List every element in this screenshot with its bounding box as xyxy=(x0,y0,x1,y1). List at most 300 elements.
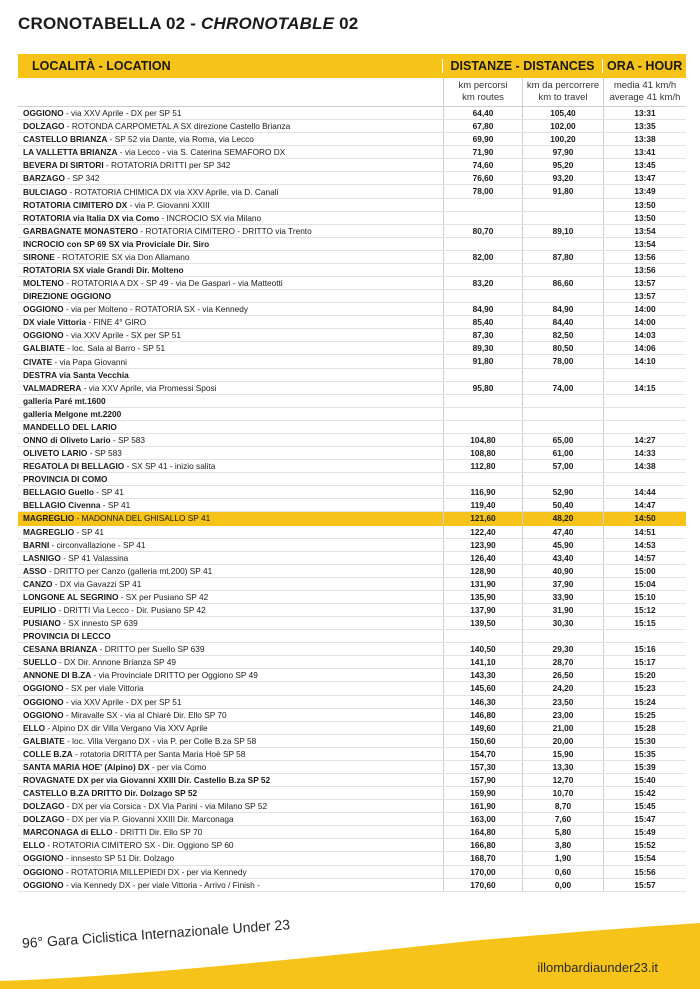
time-cell xyxy=(603,421,686,433)
km-done-cell: 89,30 xyxy=(443,342,522,354)
location-cell: BULCIAGO - ROTATORIA CHIMICA DX via XXV Aprile, via D. Canali xyxy=(23,186,279,197)
km-done-cell: 157,90 xyxy=(443,774,522,786)
km-done-cell: 141,10 xyxy=(443,656,522,668)
km-done-cell: 108,80 xyxy=(443,447,522,459)
km-left-cell: 93,20 xyxy=(522,172,603,184)
km-left-cell: 91,80 xyxy=(522,185,603,197)
km-left-cell: 43,40 xyxy=(522,552,603,564)
location-cell: COLLE B.ZA - rotatoria DRITTA per Santa Maria Hoè SP 58 xyxy=(23,748,246,759)
km-done-cell: 91,80 xyxy=(443,355,522,367)
table-row xyxy=(18,643,686,656)
time-cell: 14:44 xyxy=(603,486,686,498)
location-cell: ROTATORIA CIMITERO DX - via P. Giovanni XXIII xyxy=(23,199,210,210)
km-done-cell: 170,00 xyxy=(443,866,522,878)
km-left-cell: 61,00 xyxy=(522,447,603,459)
km-left-cell: 84,90 xyxy=(522,303,603,315)
km-done-cell: 95,80 xyxy=(443,382,522,394)
km-done-cell: 82,00 xyxy=(443,251,522,263)
km-done-cell: 170,60 xyxy=(443,879,522,891)
table-row xyxy=(18,774,686,787)
table-row xyxy=(18,329,686,342)
km-done-cell: 112,80 xyxy=(443,460,522,472)
location-cell: LONGONE AL SEGRINO - SX per Pusiano SP 42 xyxy=(23,591,209,602)
location-cell: GALBIATE - loc. Sala al Barro - SP 51 xyxy=(23,343,166,354)
km-done-cell xyxy=(443,212,522,224)
time-cell: 15:10 xyxy=(603,591,686,603)
time-cell: 15:54 xyxy=(603,852,686,864)
table-row xyxy=(18,395,686,408)
location-cell: CASTELLO BRIANZA - SP 52 via Dante, via Roma, via Lecco xyxy=(23,134,254,145)
location-cell: ASSO - DRITTO per Canzo (galleria mt.200) SP 41 xyxy=(23,565,213,576)
location-cell: DOLZAGO - DX per via Corsica - DX Via Parini - via Milano SP 52 xyxy=(23,801,268,812)
km-done-cell: 143,30 xyxy=(443,669,522,681)
km-done-cell: 121,60 xyxy=(443,512,522,524)
km-left-cell: 1,90 xyxy=(522,852,603,864)
time-cell: 15:04 xyxy=(603,578,686,590)
table-row xyxy=(18,342,686,355)
km-left-cell: 21,00 xyxy=(522,722,603,734)
location-cell: CESANA BRIANZA - DRITTO per Suello SP 639 xyxy=(23,644,205,655)
location-cell: OGGIONO - via XXV Aprile - DX per SP 51 xyxy=(23,696,182,707)
time-cell: 15:20 xyxy=(603,669,686,681)
subheader-average: media 41 km/h average 41 km/h xyxy=(603,78,686,106)
km-done-cell: 123,90 xyxy=(443,539,522,551)
km-left-cell: 8,70 xyxy=(522,800,603,812)
table-row xyxy=(18,656,686,669)
location-cell: OGGIONO - innsesto SP 51 Dir. Dolzago xyxy=(23,853,175,864)
time-cell: 15:30 xyxy=(603,735,686,747)
chronotable xyxy=(18,54,686,892)
title-italic: CHRONOTABLE xyxy=(201,14,335,33)
km-left-cell: 23,00 xyxy=(522,709,603,721)
km-done-cell xyxy=(443,238,522,250)
footer-event-name: 96° Gara Ciclistica Internazionale Under 23 xyxy=(21,916,291,951)
location-cell: OGGIONO - via Kennedy DX - per viale Vittoria - Arrivo / Finish - xyxy=(23,879,260,890)
time-cell: 15:12 xyxy=(603,604,686,616)
table-row xyxy=(18,813,686,826)
table-row xyxy=(18,185,686,198)
km-left-cell: 13,30 xyxy=(522,761,603,773)
km-left-cell xyxy=(522,238,603,250)
time-cell: 15:17 xyxy=(603,656,686,668)
time-cell xyxy=(603,369,686,381)
km-left-cell: 31,90 xyxy=(522,604,603,616)
table-row xyxy=(18,787,686,800)
table-row xyxy=(18,316,686,329)
table-row xyxy=(18,578,686,591)
time-cell: 13:57 xyxy=(603,290,686,302)
km-left-cell xyxy=(522,408,603,420)
table-row xyxy=(18,172,686,185)
location-cell: OGGIONO - SX per viale Vittoria xyxy=(23,683,144,694)
table-row xyxy=(18,669,686,682)
location-cell: BELLAGIO Guello - SP 41 xyxy=(23,487,124,498)
km-left-cell: 57,00 xyxy=(522,460,603,472)
time-cell: 15:00 xyxy=(603,565,686,577)
km-left-cell: 12,70 xyxy=(522,774,603,786)
km-left-cell xyxy=(522,264,603,276)
location-cell: DX viale Vittoria - FINE 4° GIRO xyxy=(23,317,147,328)
location-cell: LASNIGO - SP 41 Valassina xyxy=(23,552,129,563)
time-cell: 15:24 xyxy=(603,696,686,708)
km-left-cell: 80,50 xyxy=(522,342,603,354)
km-done-cell: 168,70 xyxy=(443,852,522,864)
location-cell: OGGIONO - Miravalle SX - via al Chiarè Dir. Ello SP 70 xyxy=(23,709,227,720)
table-row xyxy=(18,382,686,395)
table-row xyxy=(18,852,686,865)
km-left-cell: 87,80 xyxy=(522,251,603,263)
table-row xyxy=(18,735,686,748)
table-row xyxy=(18,866,686,879)
km-done-cell xyxy=(443,473,522,485)
location-cell: OGGIONO - via XXV Aprile - SX per SP 51 xyxy=(23,330,182,341)
km-done-cell: 140,50 xyxy=(443,643,522,655)
time-cell: 14:57 xyxy=(603,552,686,564)
km-done-cell xyxy=(443,421,522,433)
table-body xyxy=(18,107,686,892)
location-cell: INCROCIO con SP 69 SX via Proviciale Dir. Siro xyxy=(23,238,210,249)
time-cell: 15:39 xyxy=(603,761,686,773)
table-row xyxy=(18,290,686,303)
time-cell: 13:35 xyxy=(603,120,686,132)
km-left-cell: 30,30 xyxy=(522,617,603,629)
km-done-cell: 131,90 xyxy=(443,578,522,590)
km-left-cell: 89,10 xyxy=(522,225,603,237)
time-cell: 15:28 xyxy=(603,722,686,734)
table-row xyxy=(18,800,686,813)
table-row xyxy=(18,512,686,525)
time-cell xyxy=(603,630,686,642)
table-row xyxy=(18,748,686,761)
km-left-cell xyxy=(522,212,603,224)
location-cell: OGGIONO - via per Molteno - ROTATORIA SX - via Kennedy xyxy=(23,304,249,315)
time-cell: 13:41 xyxy=(603,146,686,158)
table-row xyxy=(18,107,686,120)
km-left-cell: 74,00 xyxy=(522,382,603,394)
location-cell: ONNO di Oliveto Lario - SP 583 xyxy=(23,434,146,445)
km-done-cell: 76,60 xyxy=(443,172,522,184)
time-cell: 14:50 xyxy=(603,512,686,524)
table-row xyxy=(18,539,686,552)
table-row xyxy=(18,879,686,892)
time-cell: 14:38 xyxy=(603,460,686,472)
table-row xyxy=(18,434,686,447)
table-row xyxy=(18,120,686,133)
km-left-cell xyxy=(522,421,603,433)
location-cell: PUSIANO - SX innesto SP 639 xyxy=(23,618,138,629)
location-cell: ELLO - ROTATORIA CIMITERO SX - Dir. Oggiono SP 60 xyxy=(23,840,234,851)
table-row xyxy=(18,682,686,695)
location-cell: ROTATORIA via Italia DX via Como - INCROCIO SX via Milano xyxy=(23,212,262,223)
page-title xyxy=(18,14,358,34)
km-left-cell: 100,20 xyxy=(522,133,603,145)
km-left-cell: 15,90 xyxy=(522,748,603,760)
km-left-cell: 7,60 xyxy=(522,813,603,825)
km-left-cell: 45,90 xyxy=(522,539,603,551)
location-cell: MAGREGLIO - SP 41 xyxy=(23,526,104,537)
time-cell: 15:42 xyxy=(603,787,686,799)
subheader-km-left: km da percorrere km to travel xyxy=(522,78,603,106)
km-done-cell: 87,30 xyxy=(443,329,522,341)
table-row xyxy=(18,133,686,146)
location-cell: CANZO - DX via Gavazzi SP 41 xyxy=(23,578,142,589)
location-cell: ROTATORIA SX viale Grandi Dir. Molteno xyxy=(23,264,184,275)
table-row xyxy=(18,277,686,290)
time-cell: 14:00 xyxy=(603,316,686,328)
location-cell: VALMADRERA - via XXV Aprile, via Promessi Sposi xyxy=(23,382,217,393)
table-row xyxy=(18,408,686,421)
km-left-cell: 47,40 xyxy=(522,526,603,538)
time-cell: 14:15 xyxy=(603,382,686,394)
table-row xyxy=(18,761,686,774)
time-cell: 13:31 xyxy=(603,107,686,119)
time-cell: 13:57 xyxy=(603,277,686,289)
time-cell: 15:57 xyxy=(603,879,686,891)
table-row xyxy=(18,696,686,709)
km-done-cell: 64,40 xyxy=(443,107,522,119)
table-row xyxy=(18,460,686,473)
location-cell: REGATOLA DI BELLAGIO - SX SP 41 - inizio salita xyxy=(23,461,216,472)
time-cell: 14:00 xyxy=(603,303,686,315)
km-left-cell: 78,00 xyxy=(522,355,603,367)
location-cell: GARBAGNATE MONASTERO - ROTATORIA CIMITERO - DRITTO via Trento xyxy=(23,225,312,236)
km-left-cell: 33,90 xyxy=(522,591,603,603)
time-cell: 14:27 xyxy=(603,434,686,446)
title-main: CRONOTABELLA 02 - xyxy=(18,14,202,33)
km-done-cell xyxy=(443,408,522,420)
time-cell xyxy=(603,473,686,485)
location-cell: galleria Paré mt.1600 xyxy=(23,395,106,406)
km-done-cell: 146,30 xyxy=(443,696,522,708)
location-cell: BARZAGO - SP 342 xyxy=(23,173,100,184)
location-cell: DOLZAGO - ROTONDA CARPOMETAL A SX direzione Castello Brianza xyxy=(23,121,291,132)
km-done-cell: 145,60 xyxy=(443,682,522,694)
time-cell: 15:45 xyxy=(603,800,686,812)
time-cell: 13:54 xyxy=(603,225,686,237)
time-cell: 15:56 xyxy=(603,866,686,878)
km-done-cell: 163,00 xyxy=(443,813,522,825)
table-row xyxy=(18,447,686,460)
km-done-cell: 149,60 xyxy=(443,722,522,734)
km-left-cell: 20,00 xyxy=(522,735,603,747)
km-done-cell: 83,20 xyxy=(443,277,522,289)
location-cell: BEVERA DI SIRTORI - ROTATORIA DRITTI per SP 342 xyxy=(23,160,231,171)
table-row xyxy=(18,251,686,264)
table-row xyxy=(18,617,686,630)
km-done-cell: 67,80 xyxy=(443,120,522,132)
table-row xyxy=(18,473,686,486)
km-left-cell: 24,20 xyxy=(522,682,603,694)
km-left-cell: 0,00 xyxy=(522,879,603,891)
km-done-cell xyxy=(443,199,522,211)
time-cell: 15:35 xyxy=(603,748,686,760)
location-cell: MARCONAGA di ELLO - DRITTI Dir. Ello SP 70 xyxy=(23,827,203,838)
table-row xyxy=(18,355,686,368)
subheader-km-done: km percorsi km routes xyxy=(443,78,522,106)
location-cell: MAGREGLIO - MADONNA DEL GHISALLO SP 41 xyxy=(23,513,211,524)
time-cell: 13:47 xyxy=(603,172,686,184)
km-left-cell xyxy=(522,369,603,381)
km-done-cell: 85,40 xyxy=(443,316,522,328)
km-done-cell: 104,80 xyxy=(443,434,522,446)
km-left-cell: 82,50 xyxy=(522,329,603,341)
title-number: 02 xyxy=(334,14,359,33)
km-left-cell xyxy=(522,290,603,302)
location-cell: GALBIATE - loc. Villa Vergano DX - via P. per Colle B.za SP 58 xyxy=(23,735,257,746)
location-cell: PROVINCIA DI LECCO xyxy=(23,631,111,642)
km-left-cell: 105,40 xyxy=(522,107,603,119)
km-done-cell: 71,90 xyxy=(443,146,522,158)
km-left-cell: 5,80 xyxy=(522,826,603,838)
time-cell: 15:40 xyxy=(603,774,686,786)
location-cell: SIRONE - ROTATORIE SX via Don Allamano xyxy=(23,251,190,262)
km-done-cell: 126,40 xyxy=(443,552,522,564)
km-left-cell: 26,50 xyxy=(522,669,603,681)
km-done-cell: 119,40 xyxy=(443,499,522,511)
km-left-cell: 97,90 xyxy=(522,146,603,158)
km-left-cell xyxy=(522,395,603,407)
time-cell xyxy=(603,395,686,407)
km-done-cell xyxy=(443,395,522,407)
km-done-cell: 139,50 xyxy=(443,617,522,629)
table-subheader xyxy=(18,78,686,107)
time-cell: 13:38 xyxy=(603,133,686,145)
footer-website[interactable]: illombardiaunder23.it xyxy=(537,960,658,975)
table-row xyxy=(18,238,686,251)
location-cell: MANDELLO DEL LARIO xyxy=(23,421,117,432)
km-done-cell xyxy=(443,369,522,381)
time-cell: 15:47 xyxy=(603,813,686,825)
km-left-cell xyxy=(522,630,603,642)
time-cell: 15:16 xyxy=(603,643,686,655)
header-location: LOCALITÀ - LOCATION xyxy=(32,59,171,73)
time-cell: 15:25 xyxy=(603,709,686,721)
table-row xyxy=(18,264,686,277)
table-row xyxy=(18,499,686,512)
table-row xyxy=(18,839,686,852)
location-cell: OGGIONO - ROTATORIA MILLEPIEDI DX - per via Kennedy xyxy=(23,866,247,877)
table-row xyxy=(18,159,686,172)
header-distances: DISTANZE - DISTANCES xyxy=(442,59,603,73)
location-cell: DESTRA via Santa Vecchia xyxy=(23,369,129,380)
location-cell: EUPILIO - DRITTI Via Lecco - Dir. Pusiano SP 42 xyxy=(23,605,206,615)
table-row xyxy=(18,146,686,159)
time-cell: 14:06 xyxy=(603,342,686,354)
table-row xyxy=(18,722,686,735)
location-cell: ROVAGNATE DX per via Giovanni XXIII Dir. Castello B.za SP 52 xyxy=(23,775,271,786)
time-cell: 13:45 xyxy=(603,159,686,171)
location-cell: PROVINCIA DI COMO xyxy=(23,474,108,485)
km-left-cell: 84,40 xyxy=(522,316,603,328)
km-done-cell: 159,90 xyxy=(443,787,522,799)
time-cell: 14:33 xyxy=(603,447,686,459)
location-cell: DIREZIONE OGGIONO xyxy=(23,291,112,302)
location-cell: OGGIONO - via XXV Aprile - DX per SP 51 xyxy=(23,108,182,119)
table-row xyxy=(18,212,686,225)
location-cell: ANNONE DI B.ZA - via Provinciale DRITTO per Oggiono SP 49 xyxy=(23,670,258,681)
time-cell: 15:15 xyxy=(603,617,686,629)
time-cell: 15:23 xyxy=(603,682,686,694)
km-done-cell: 84,90 xyxy=(443,303,522,315)
km-done-cell: 116,90 xyxy=(443,486,522,498)
table-row xyxy=(18,565,686,578)
km-left-cell: 40,90 xyxy=(522,565,603,577)
location-cell: CIVATE - via Papa Giovanni xyxy=(23,356,127,367)
time-cell: 13:50 xyxy=(603,212,686,224)
km-done-cell: 135,90 xyxy=(443,591,522,603)
km-left-cell xyxy=(522,473,603,485)
time-cell: 14:51 xyxy=(603,526,686,538)
km-done-cell: 69,90 xyxy=(443,133,522,145)
km-left-cell: 0,60 xyxy=(522,866,603,878)
table-row xyxy=(18,709,686,722)
table-row xyxy=(18,486,686,499)
table-row xyxy=(18,591,686,604)
km-done-cell: 74,60 xyxy=(443,159,522,171)
km-left-cell: 23,50 xyxy=(522,696,603,708)
km-left-cell: 37,90 xyxy=(522,578,603,590)
time-cell: 13:50 xyxy=(603,199,686,211)
location-cell: galleria Melgone mt.2200 xyxy=(23,408,122,419)
table-row xyxy=(18,604,686,617)
km-left-cell: 48,20 xyxy=(522,512,603,524)
location-cell: DOLZAGO - DX per via P. Giovanni XXIII Dir. Marconaga xyxy=(23,814,234,825)
km-left-cell xyxy=(522,199,603,211)
table-row xyxy=(18,303,686,316)
km-done-cell: 161,90 xyxy=(443,800,522,812)
subheader-blank xyxy=(18,78,443,106)
location-cell: BELLAGIO Civenna - SP 41 xyxy=(23,500,131,511)
km-left-cell: 28,70 xyxy=(522,656,603,668)
km-left-cell: 86,60 xyxy=(522,277,603,289)
km-done-cell: 137,90 xyxy=(443,604,522,616)
time-cell: 13:56 xyxy=(603,264,686,276)
km-left-cell: 52,90 xyxy=(522,486,603,498)
table-header xyxy=(18,54,686,78)
location-cell: BARNI - circonvallazione - SP 41 xyxy=(23,539,146,550)
km-left-cell: 50,40 xyxy=(522,499,603,511)
location-cell: SANTA MARIA HOE' (Alpino) DX - per via Como xyxy=(23,761,207,772)
time-cell: 15:49 xyxy=(603,826,686,838)
time-cell: 14:03 xyxy=(603,329,686,341)
km-left-cell: 95,20 xyxy=(522,159,603,171)
location-cell: OLIVETO LARIO - SP 583 xyxy=(23,448,122,459)
table-row xyxy=(18,369,686,382)
location-cell: CASTELLO B.ZA DRITTO Dir. Dolzago SP 52 xyxy=(23,788,198,799)
table-row xyxy=(18,826,686,839)
km-done-cell: 80,70 xyxy=(443,225,522,237)
km-left-cell: 29,30 xyxy=(522,643,603,655)
table-row xyxy=(18,630,686,643)
km-done-cell xyxy=(443,290,522,302)
km-done-cell: 157,30 xyxy=(443,761,522,773)
km-done-cell xyxy=(443,264,522,276)
km-done-cell: 128,90 xyxy=(443,565,522,577)
time-cell: 13:54 xyxy=(603,238,686,250)
time-cell: 13:56 xyxy=(603,251,686,263)
km-left-cell: 3,80 xyxy=(522,839,603,851)
time-cell xyxy=(603,408,686,420)
time-cell: 14:47 xyxy=(603,499,686,511)
table-row xyxy=(18,225,686,238)
table-row xyxy=(18,421,686,434)
table-row xyxy=(18,199,686,212)
km-done-cell: 122,40 xyxy=(443,526,522,538)
time-cell: 15:52 xyxy=(603,839,686,851)
km-done-cell: 154,70 xyxy=(443,748,522,760)
header-time: ORA - HOUR xyxy=(602,59,686,73)
table-row xyxy=(18,552,686,565)
